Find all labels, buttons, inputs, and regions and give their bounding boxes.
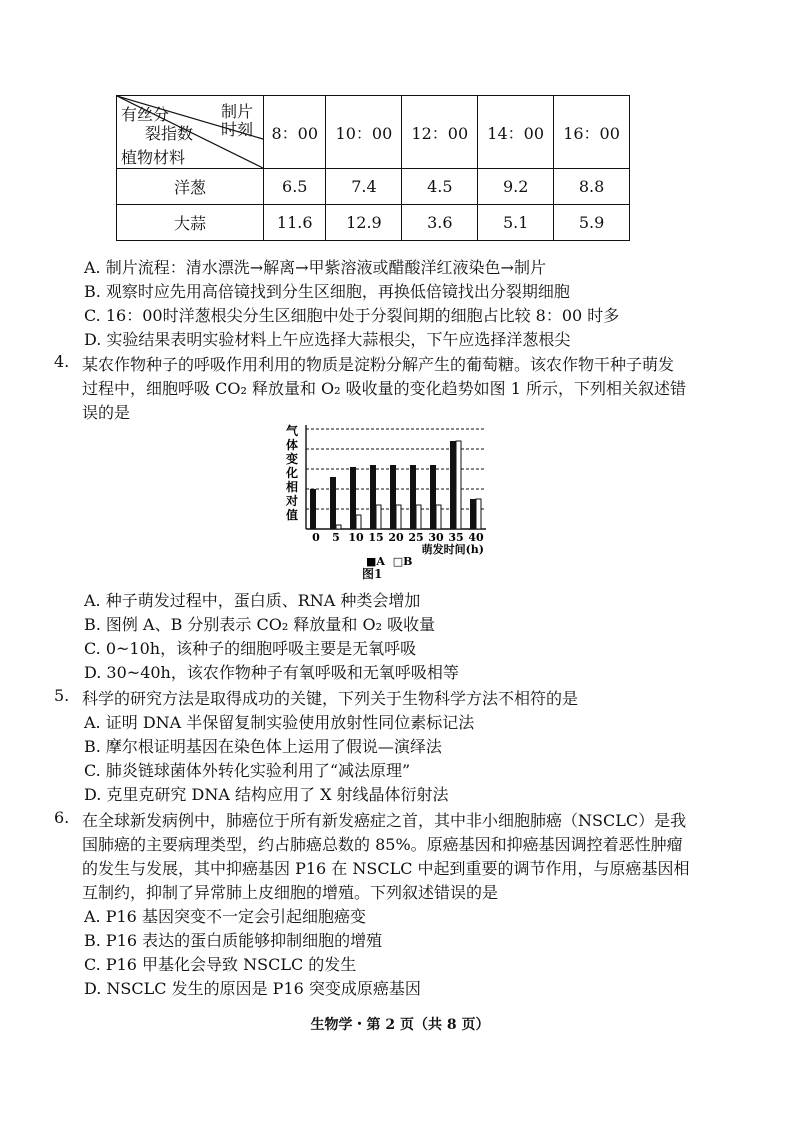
y-label-char: 气 [285, 424, 299, 438]
bar-b [436, 505, 441, 529]
time-header: 10：00 [326, 96, 402, 169]
table-header-row [117, 96, 630, 169]
table-cell: 6.5 [264, 169, 326, 205]
bar-a [330, 477, 336, 529]
q6-option-b: B. P16 表达的蛋白质能够抑制细胞的增殖 [84, 931, 383, 950]
table-row [117, 205, 630, 241]
chart-bars [310, 441, 481, 529]
bar-b [476, 499, 481, 529]
corner-label-index-2: 裂指数 [145, 124, 194, 143]
x-tick-label: 10 [348, 531, 364, 544]
y-label-char: 体 [285, 438, 299, 452]
q6-stem-line4: 互制约，抑制了异常肺上皮细胞的增殖。下列叙述错误的是 [82, 883, 499, 902]
legend-b: □B [392, 555, 413, 568]
bar-b [336, 525, 341, 529]
time-header: 8：00 [264, 96, 326, 169]
table-row [117, 169, 630, 205]
figure-caption: 图1 [362, 567, 383, 581]
y-label-char: 化 [285, 466, 299, 480]
bar-a [370, 465, 376, 529]
time-header: 12：00 [402, 96, 478, 169]
bar-b [356, 515, 361, 529]
bar-b [456, 441, 461, 529]
table-cell: 4.5 [402, 169, 478, 205]
bar-b [376, 505, 381, 529]
corner-label-time-2: 时刻 [221, 120, 254, 139]
y-label-char: 变 [285, 452, 299, 466]
q4-number: 4. [54, 352, 70, 371]
chart-y-label [285, 423, 299, 522]
q3-option-a: A. 制片流程：清水漂洗→解离→甲紫溶液或醋酸洋红液染色→制片 [84, 258, 546, 277]
time-header: 14：00 [478, 96, 554, 169]
x-tick-label: 20 [388, 531, 404, 544]
bar-b [396, 505, 401, 529]
q6-option-a: A. P16 基因突变不一定会引起细胞癌变 [84, 907, 366, 926]
corner-label-material: 植物材料 [121, 148, 186, 167]
q6-number: 6. [54, 808, 70, 827]
q3-option-c: C. 16：00时洋葱根尖分生区细胞中处于分裂间期的细胞占比较 8：00 时多 [84, 306, 620, 325]
bar-a [470, 499, 476, 529]
q6-option-c: C. P16 甲基化会导致 NSCLC 的发生 [84, 955, 357, 974]
q6-option-d: D. NSCLC 发生的原因是 P16 突变成原癌基因 [84, 979, 421, 998]
table-cell: 7.4 [326, 169, 402, 205]
mitotic-index-table [116, 95, 630, 241]
q4-stem-line2: 过程中，细胞呼吸 CO₂ 释放量和 O₂ 吸收量的变化趋势如图 1 所示，下列相关叙述错 [82, 379, 687, 398]
table-cell: 5.1 [478, 205, 554, 241]
x-tick-label: 25 [408, 531, 424, 544]
q4-option-d: D. 30~40h，该农作物种子有氧呼吸和无氧呼吸相等 [84, 663, 459, 682]
bar-a [450, 441, 456, 529]
x-tick-label: 30 [428, 531, 444, 544]
table-cell: 8.8 [554, 169, 630, 205]
bar-a [310, 489, 316, 529]
q4-stem-line1: 某农作物种子的呼吸作用利用的物质是淀粉分解产生的葡萄糖。该农作物干种子萌发 [82, 355, 675, 374]
respiration-bar-chart [280, 423, 500, 583]
corner-label-index-1: 有丝分 [121, 105, 170, 124]
chart-x-label: 萌发时间(h) [421, 543, 484, 556]
q4-option-a: A. 种子萌发过程中，蛋白质、RNA 种类会增加 [84, 591, 421, 610]
q4-option-b: B. 图例 A、B 分别表示 CO₂ 释放量和 O₂ 吸收量 [84, 615, 436, 634]
q5-stem: 科学的研究方法是取得成功的关键，下列关于生物科学方法不相符的是 [82, 689, 579, 708]
table-cell: 9.2 [478, 169, 554, 205]
x-tick-label: 15 [368, 531, 384, 544]
q6-stem-line3: 的发生与发展，其中抑癌基因 P16 在 NSCLC 中起到重要的调节作用，与原癌基因相 [82, 859, 690, 878]
bar-a [350, 467, 356, 529]
corner-label-time-1: 制片 [221, 102, 254, 121]
bar-a [390, 465, 396, 529]
bar-a [410, 465, 416, 529]
table-corner-cell [117, 96, 264, 169]
q6-stem-line1: 在全球新发病例中，肺癌位于所有新发癌症之首，其中非小细胞肺癌（NSCLC）是我 [82, 811, 687, 830]
q5-option-c: C. 肺炎链球菌体外转化实验利用了“减法原理” [84, 761, 411, 780]
bar-a [430, 465, 436, 529]
table-cell: 11.6 [264, 205, 326, 241]
q4-stem-line3: 误的是 [82, 403, 131, 422]
y-label-char: 相 [285, 480, 299, 494]
q6-stem-line2: 国肺癌的主要病理类型，约占肺癌总数的 85%。原癌基因和抑癌基因调控着恶性肿瘤 [82, 835, 683, 854]
page-footer: 生物学・第 2 页（共 8 页） [310, 1017, 490, 1033]
q3-option-b: B. 观察时应先用高倍镜找到分生区细胞，再换低倍镜找出分裂期细胞 [84, 282, 570, 301]
q3-option-d: D. 实验结果表明实验材料上午应选择大蒜根尖，下午应选择洋葱根尖 [84, 330, 571, 349]
table-cell: 3.6 [402, 205, 478, 241]
q4-option-c: C. 0~10h，该种子的细胞呼吸主要是无氧呼吸 [84, 639, 417, 658]
legend-a: ■A [366, 555, 385, 568]
x-tick-label: 35 [448, 531, 464, 544]
row-label: 洋葱 [117, 169, 264, 205]
q5-option-a: A. 证明 DNA 半保留复制实验使用放射性同位素标记法 [84, 713, 475, 732]
time-header: 16：00 [554, 96, 630, 169]
x-tick-label: 0 [312, 531, 320, 544]
table-cell: 5.9 [554, 205, 630, 241]
x-tick-label: 40 [468, 531, 484, 544]
q5-number: 5. [54, 686, 70, 705]
y-label-char: 对 [285, 494, 299, 508]
q5-option-d: D. 克里克研究 DNA 结构应用了 X 射线晶体衍射法 [84, 785, 449, 804]
y-label-char: 值 [285, 508, 299, 522]
x-tick-label: 5 [332, 531, 340, 544]
row-label: 大蒜 [117, 205, 264, 241]
bar-b [416, 505, 421, 529]
table-cell: 12.9 [326, 205, 402, 241]
q5-option-b: B. 摩尔根证明基因在染色体上运用了假说—演绎法 [84, 737, 442, 756]
